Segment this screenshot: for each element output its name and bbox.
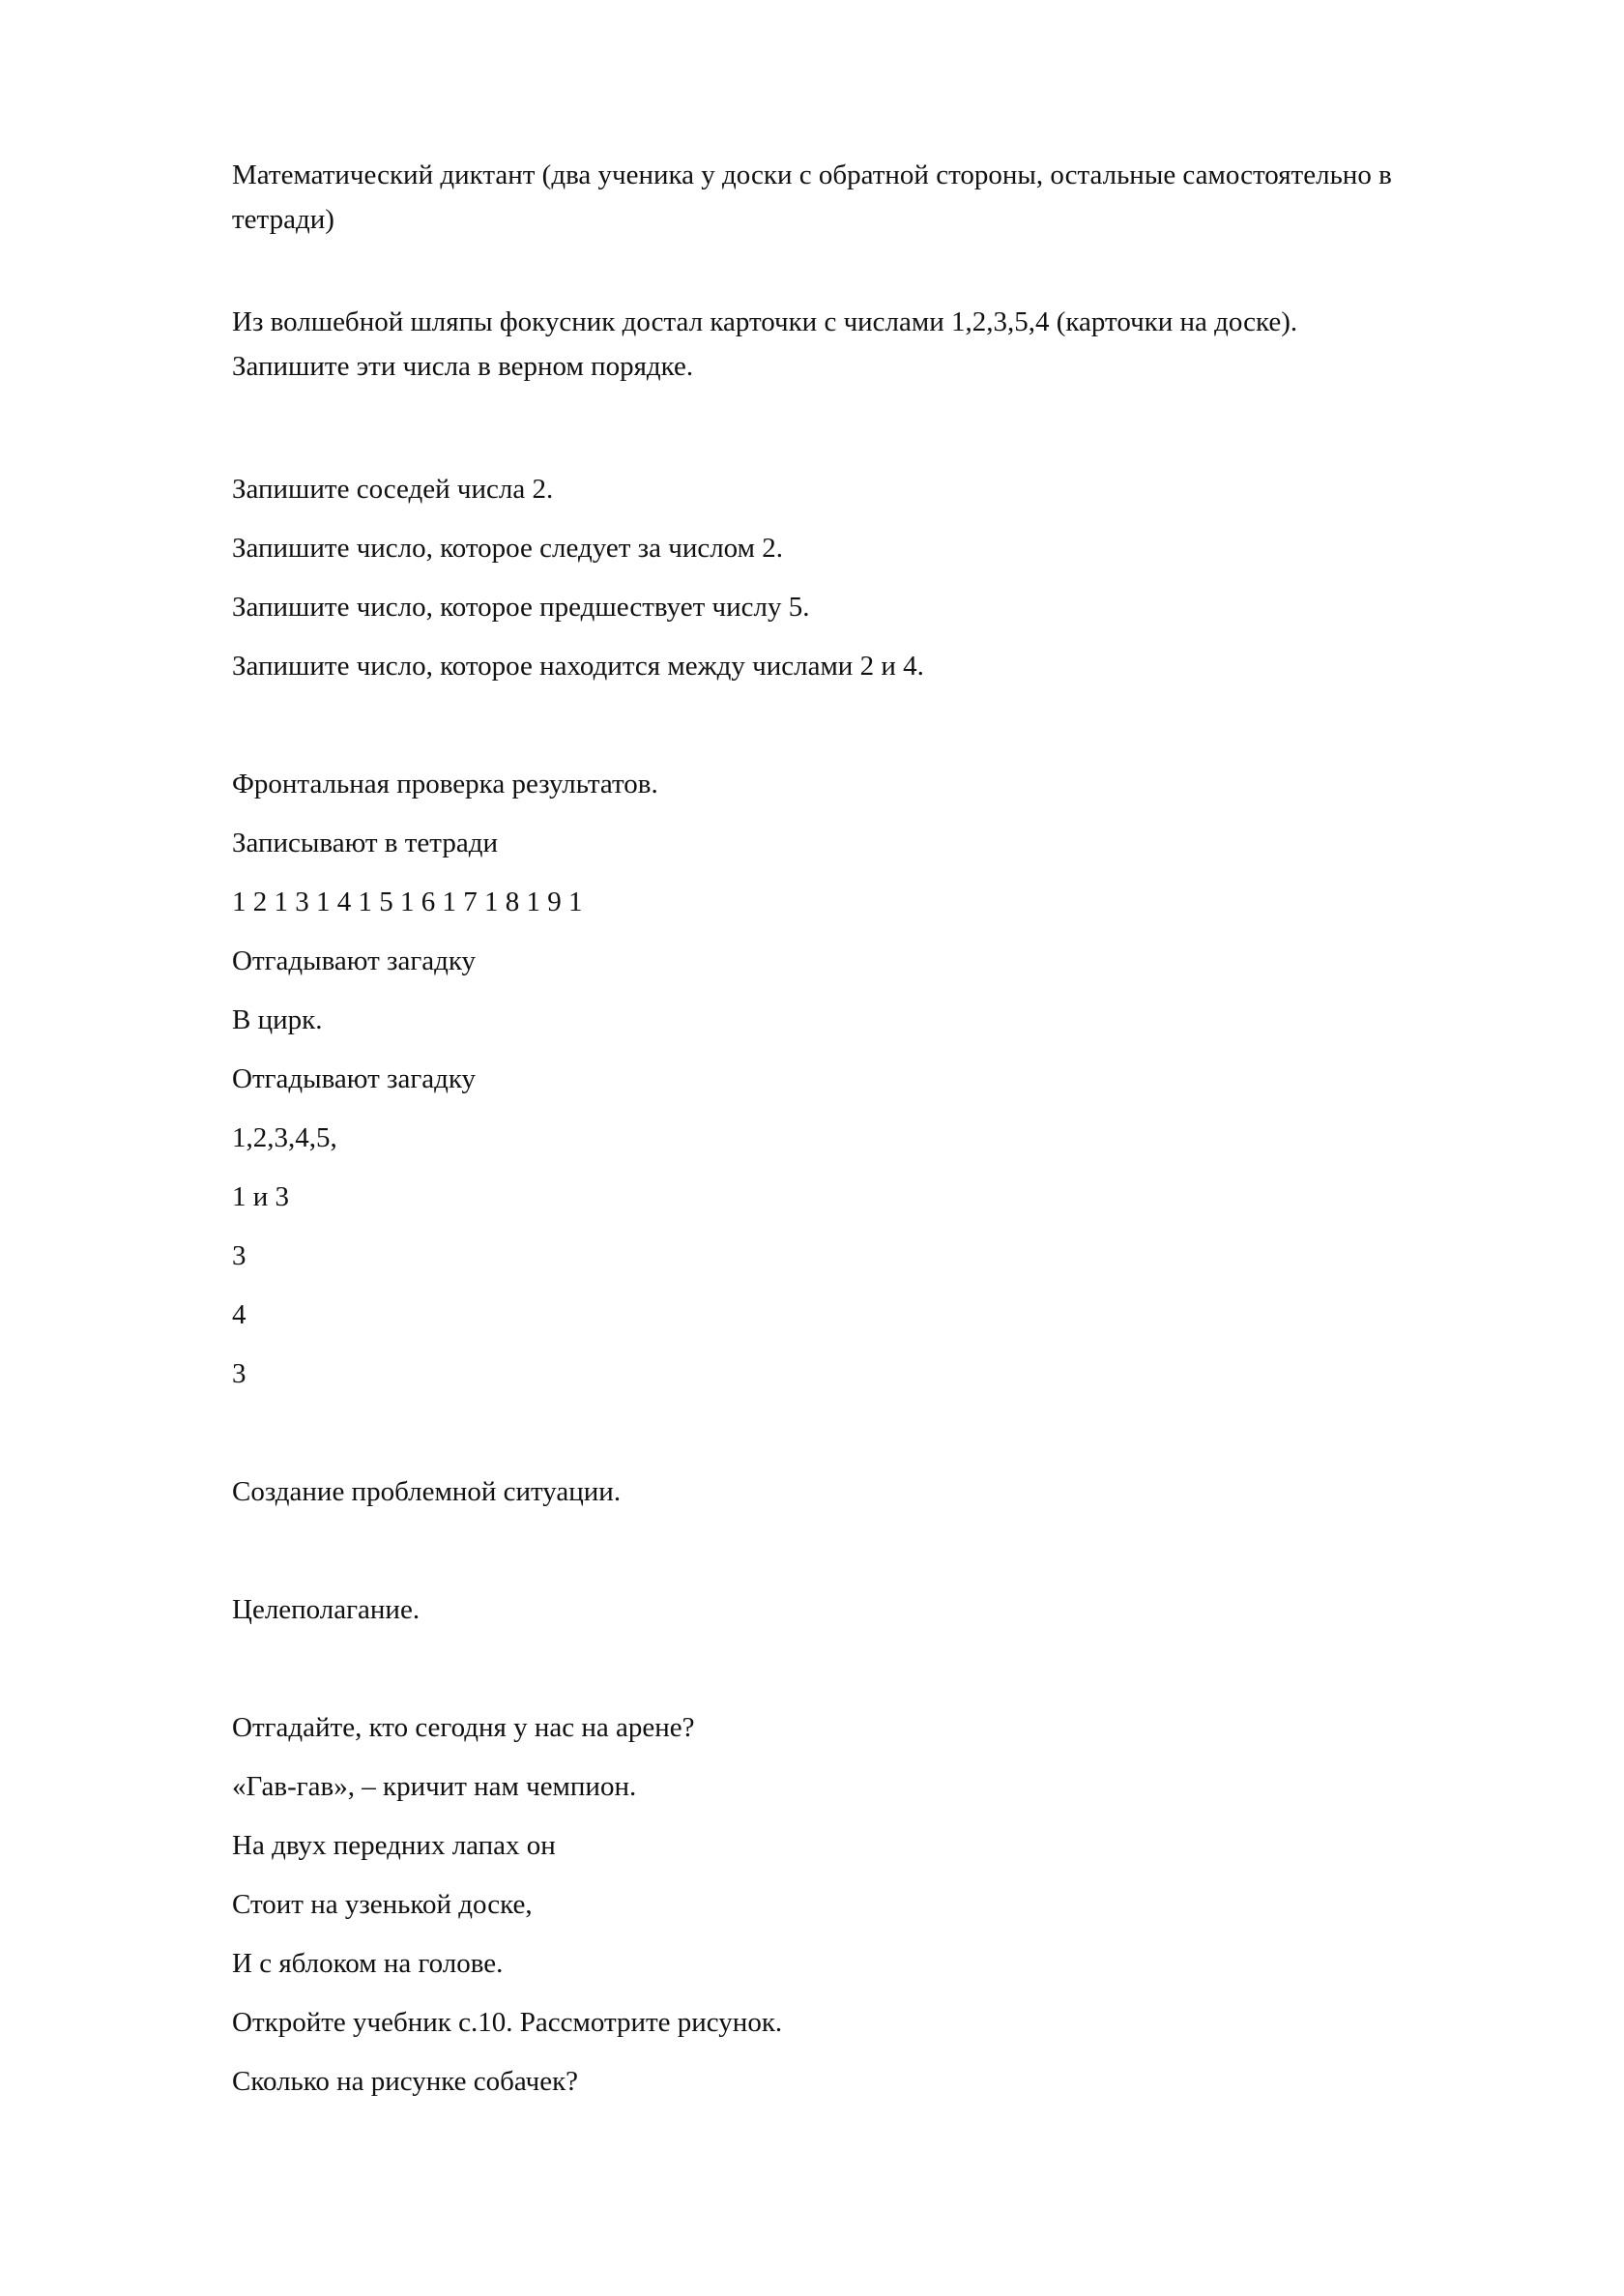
poem-line-2: На двух передних лапах он [232, 1830, 556, 1861]
task-between-numbers: Запишите число, которое находится между числами 2 и 4. [232, 651, 924, 682]
answer-between: 3 [232, 1358, 246, 1389]
dictation-heading: Математический диктант (два ученика у доски с обратной стороны, остальные самостоятельно в тетради) [232, 160, 1400, 235]
poem-line-1: «Гав-гав», – кричит нам чемпион. [232, 1771, 637, 1802]
goal-setting: Целеполагание. [232, 1594, 420, 1625]
task-following-number: Запишите число, которое следует за числом 2. [232, 533, 783, 564]
dogs-question: Сколько на рисунке собачек? [232, 2066, 579, 2097]
riddle-line-2: Отгадывают загадку [232, 1063, 477, 1094]
problem-situation: Создание проблемной ситуации. [232, 1476, 622, 1507]
magician-task-paragraph: Из волшебной шляпы фокусник достал карточки с числами 1,2,3,5,4 (карточки на доске). Запишите эти числа в верном порядке. [232, 306, 1305, 382]
poem-line-4: И с яблоком на голове. [232, 1948, 504, 1979]
circus-answer: В цирк. [232, 1004, 323, 1035]
write-in-notebook: Записывают в тетради [232, 828, 498, 858]
task-preceding-number: Запишите число, которое предшествует числу 5. [232, 592, 810, 623]
textbook-instruction: Откройте учебник с.10. Рассмотрите рисунок. [232, 2007, 783, 2038]
riddle-line-1: Отгадывают загадку [232, 945, 477, 976]
answer-following: 3 [232, 1240, 246, 1271]
poem-line-3: Стоит на узенькой доске, [232, 1889, 533, 1920]
task-neighbors: Запишите соседей числа 2. [232, 474, 554, 505]
frontal-check: Фронтальная проверка результатов. [232, 769, 658, 799]
answer-preceding: 4 [232, 1299, 246, 1330]
arena-question: Отгадайте, кто сегодня у нас на арене? [232, 1712, 695, 1743]
answer-neighbors: 1 и 3 [232, 1181, 290, 1212]
answer-sequence: 1,2,3,4,5, [232, 1122, 337, 1153]
number-sequence: 1 2 1 3 1 4 1 5 1 6 1 7 1 8 1 9 1 [232, 886, 583, 917]
